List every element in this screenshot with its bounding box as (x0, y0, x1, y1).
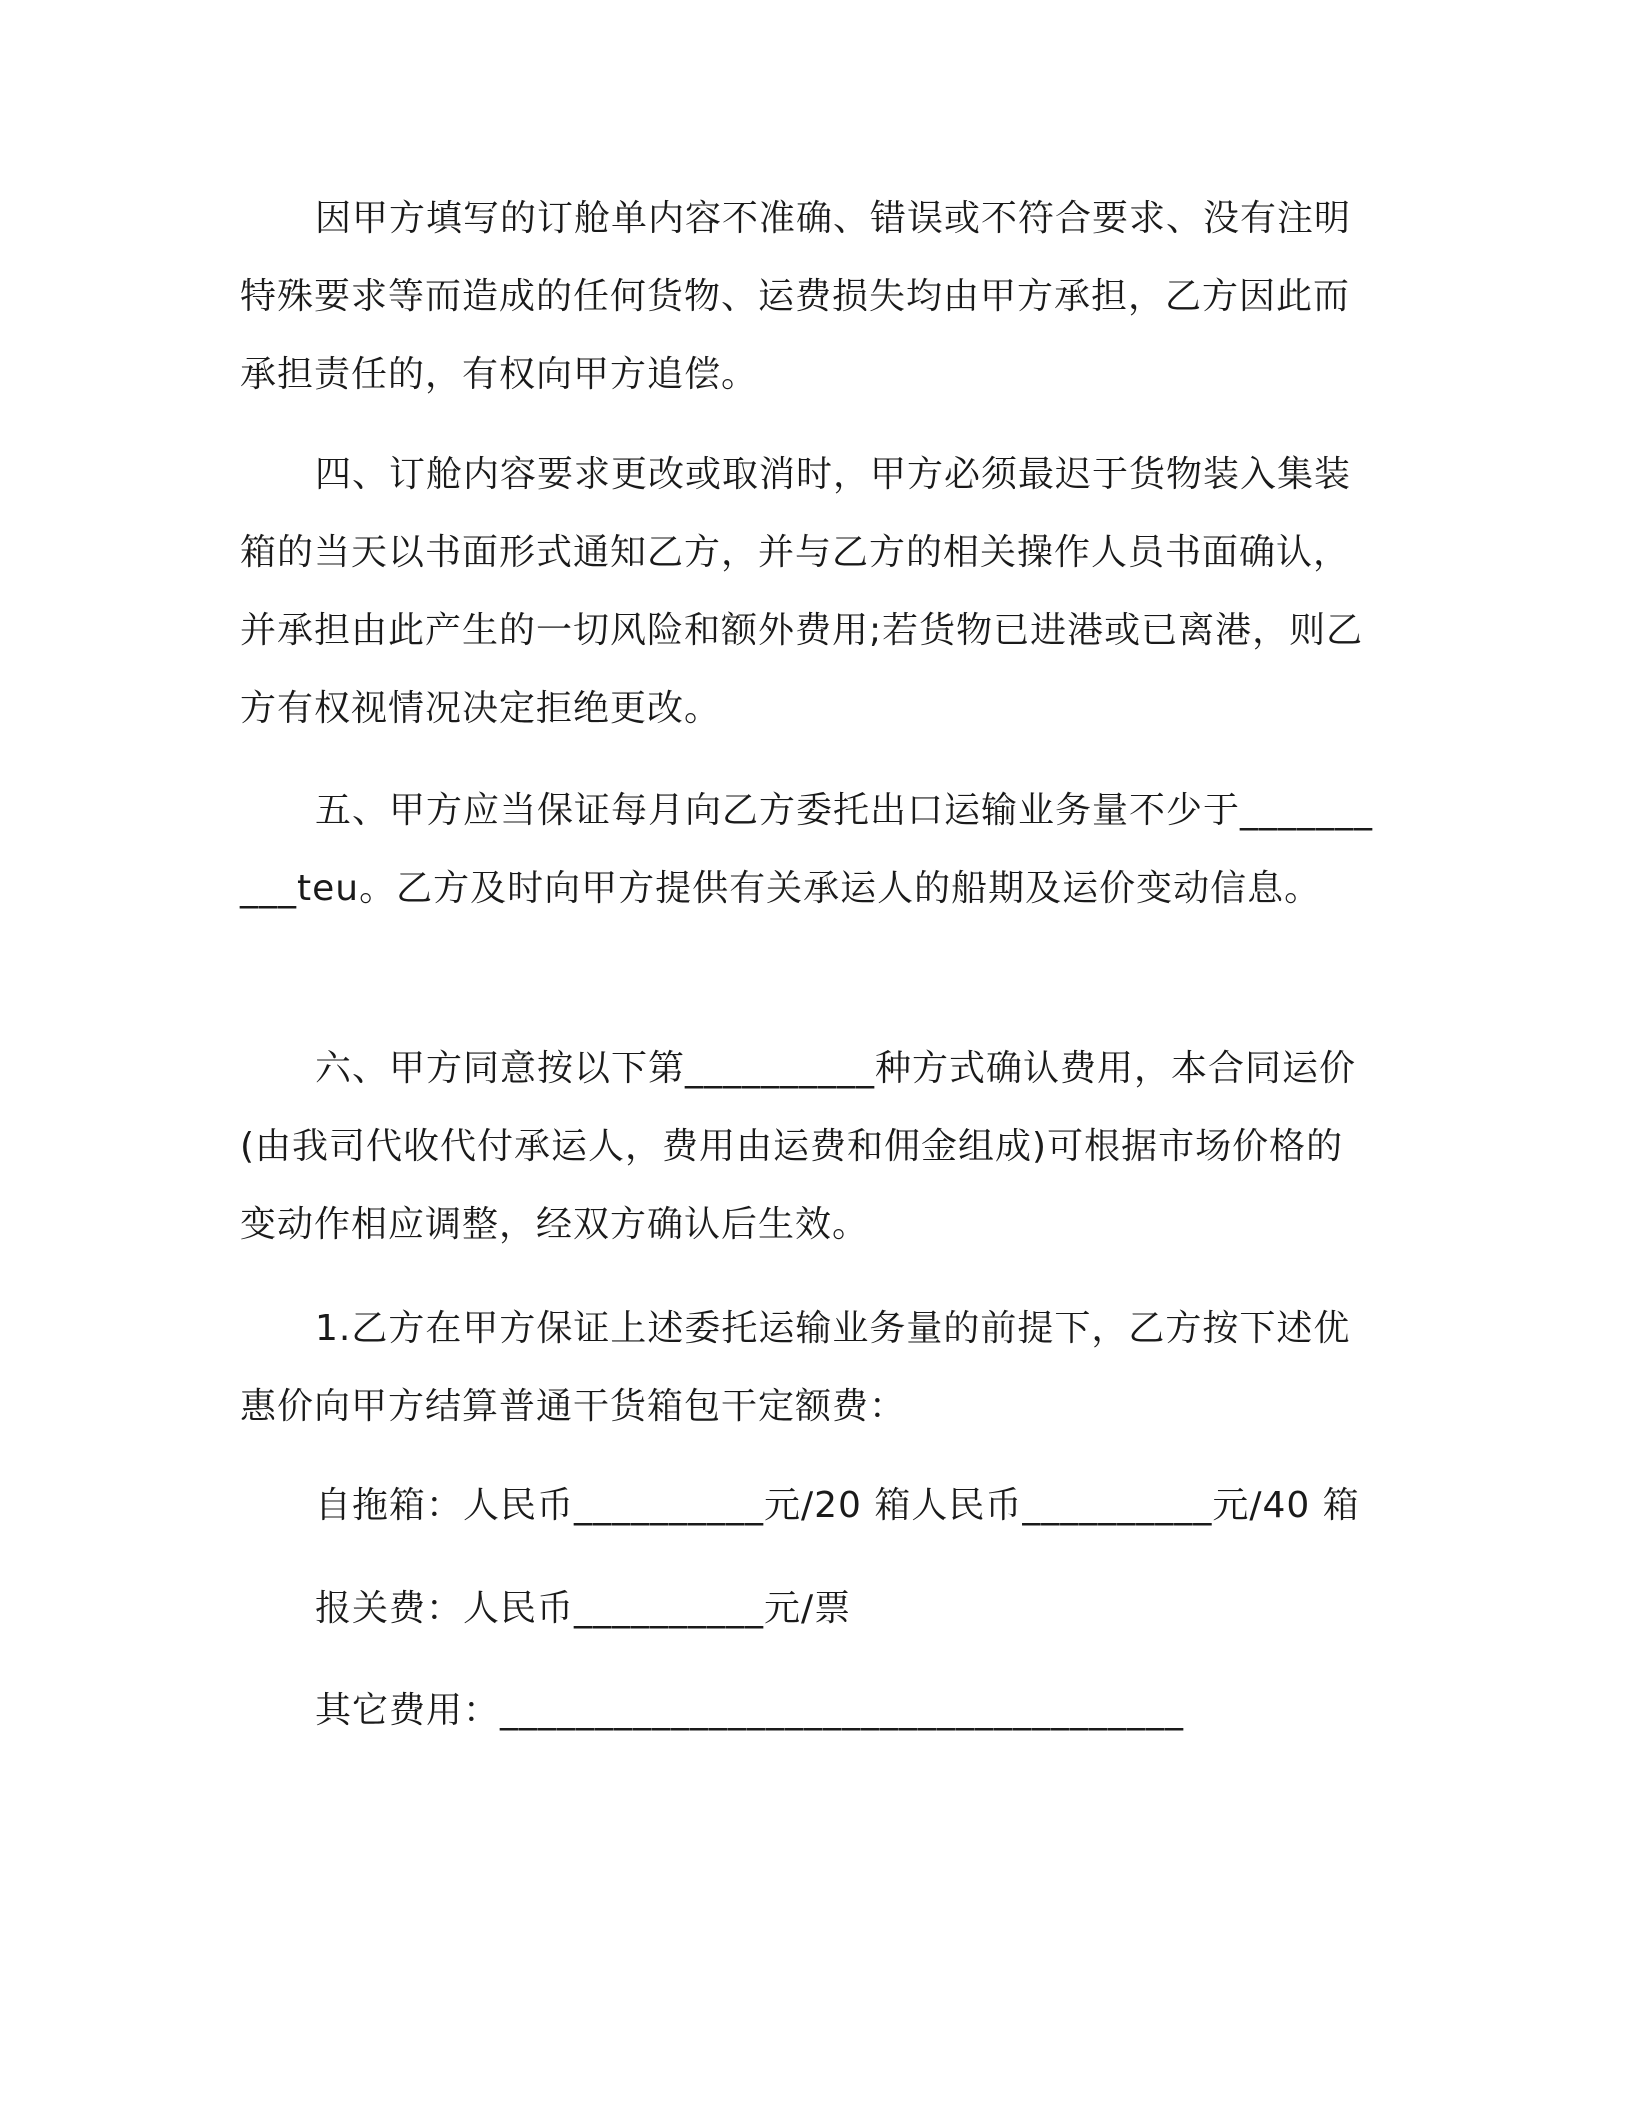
line-other-fees: 其它费用：____________________________________ (315, 1690, 1185, 1731)
paragraph-clause-six: 六、甲方同意按以下第__________种方式确认费用，本合同运价(由我司代收代付承运人，费用由运费和佣金组成)可根据市场价格的变动作相应调整，经双方确认后生效。 (240, 1048, 1357, 1245)
paragraph-clause-four: 四、订舱内容要求更改或取消时，甲方必须最迟于货物装入集装箱的当天以书面形式通知乙方，并与乙方的相关操作人员书面确认，并承担由此产生的一切风险和额外费用;若货物已进港或已离港，则乙方有权视情况决定拒绝更改。 (240, 454, 1364, 729)
paragraph-item-one: 1.乙方在甲方保证上述委托运输业务量的前提下，乙方按下述优惠价向甲方结算普通干货箱包干定额费： (240, 1308, 1351, 1427)
paragraph-clause-five: 五、甲方应当保证每月向乙方委托出口运输业务量不少于__________teu。乙方及时向甲方提供有关承运人的船期及运价变动信息。 (240, 790, 1374, 909)
line-customs-fee: 报关费：人民币__________元/票 (315, 1588, 852, 1629)
line-self-towing-fee: 自拖箱：人民币__________元/20 箱人民币__________元/40 箱 (315, 1485, 1360, 1526)
paragraph-booking-liability: 因甲方填写的订舱单内容不准确、错误或不符合要求、没有注明特殊要求等而造成的任何货物、运费损失均由甲方承担，乙方因此而承担责任的，有权向甲方追偿。 (240, 198, 1352, 395)
